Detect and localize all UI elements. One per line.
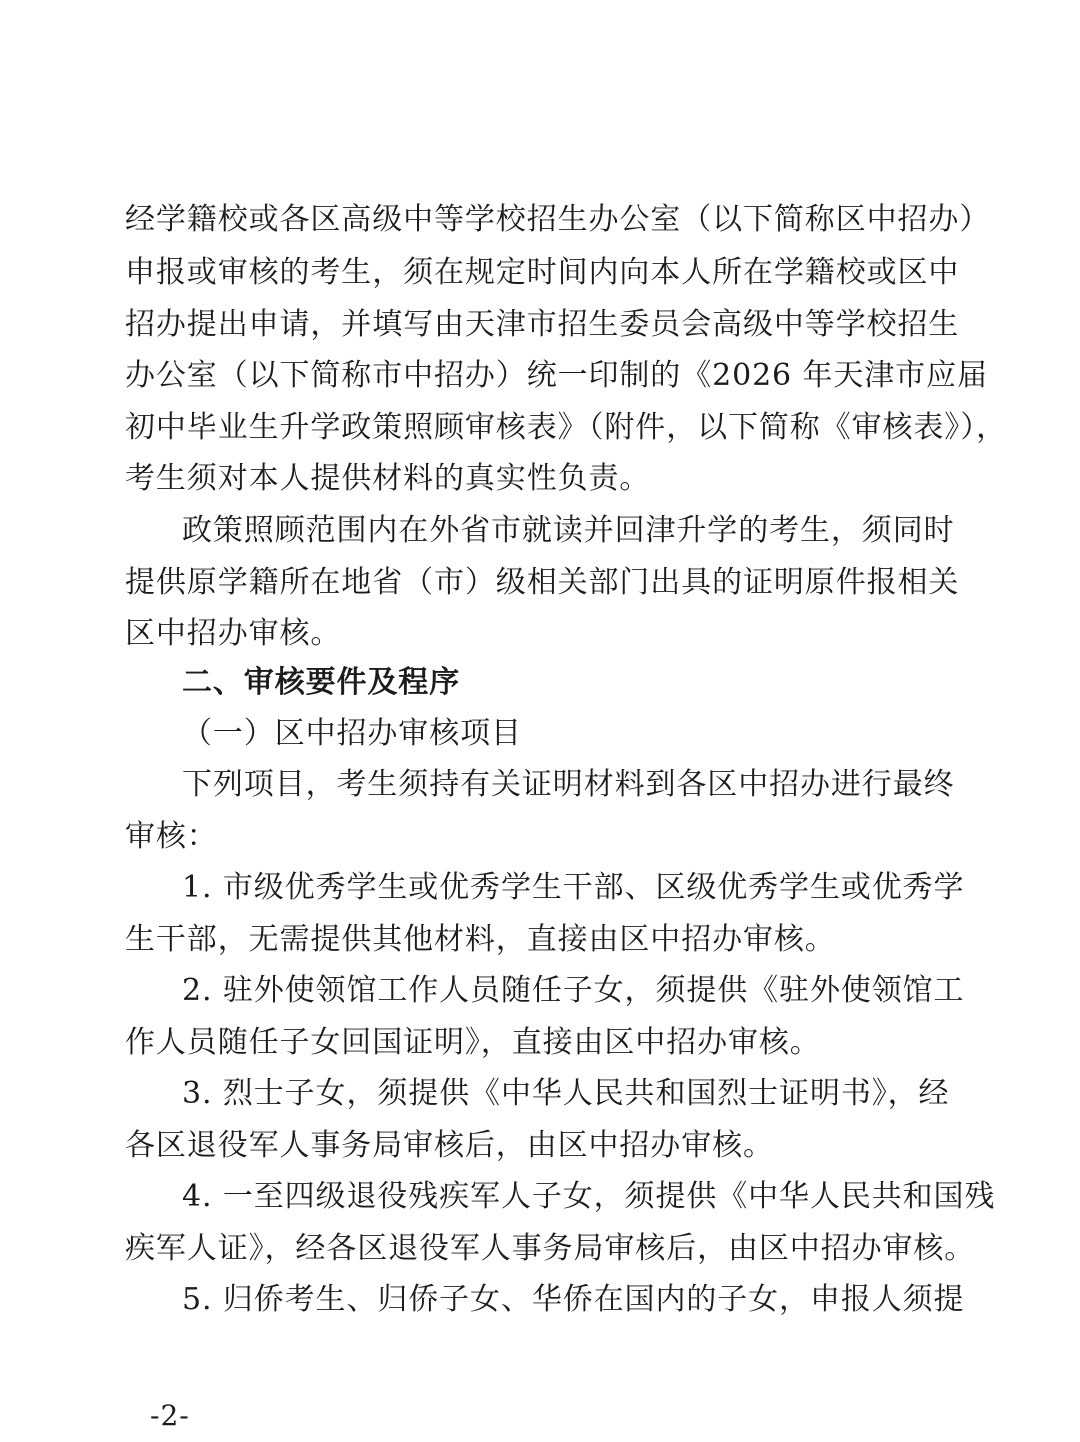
list-item-line: 生干部，无需提供其他材料，直接由区中招办审核。 xyxy=(125,922,836,957)
body-text-line: 政策照顾范围内在外省市就读并回津升学的考生，须同时 xyxy=(182,513,955,548)
list-item-line: 各区退役军人事务局审核后，由区中招办审核。 xyxy=(125,1128,774,1163)
list-item-line: 疾军人证》，经各区退役军人事务局审核后，由区中招办审核。 xyxy=(125,1231,976,1266)
list-item-line: 5. 归侨考生、归侨子女、华侨在国内的子女，申报人须提 xyxy=(182,1282,965,1317)
list-item-line: 3. 烈士子女，须提供《中华人民共和国烈士证明书》，经 xyxy=(182,1076,950,1111)
list-item-line: 1. 市级优秀学生或优秀学生干部、区级优秀学生或优秀学 xyxy=(182,870,965,905)
body-text-line: 下列项目，考生须持有关证明材料到各区中招办进行最终 xyxy=(182,767,955,802)
body-text-line: 考生须对本人提供材料的真实性负责。 xyxy=(125,461,651,496)
body-text-line: 招办提出申请，并填写由天津市招生委员会高级中等学校招生 xyxy=(125,307,960,342)
subsection-heading: （一）区中招办审核项目 xyxy=(182,716,522,751)
list-item-line: 作人员随任子女回国证明》，直接由区中招办审核。 xyxy=(125,1025,821,1060)
page-number: -2- xyxy=(150,1399,190,1432)
body-text-line: 提供原学籍所在地省（市）级相关部门出具的证明原件报相关 xyxy=(125,565,960,600)
body-text-line: 初中毕业生升学政策照顾审核表》（附件，以下简称《审核表》）， xyxy=(125,410,1007,445)
body-text-line: 区中招办审核。 xyxy=(125,616,342,651)
body-text-line: 办公室（以下简称市中招办）统一印制的《2026 年天津市应届 xyxy=(125,358,988,393)
body-text-line: 审核： xyxy=(125,819,218,854)
body-text-line: 经学籍校或各区高级中等学校招生办公室（以下简称区中招办） xyxy=(125,202,991,237)
section-heading: 二、审核要件及程序 xyxy=(182,665,461,700)
list-item-line: 2. 驻外使领馆工作人员随任子女，须提供《驻外使领馆工 xyxy=(182,973,965,1008)
list-item-line: 4. 一至四级退役残疾军人子女，须提供《中华人民共和国残 xyxy=(182,1179,996,1214)
body-text-line: 申报或审核的考生，须在规定时间内向本人所在学籍校或区中 xyxy=(125,255,960,290)
